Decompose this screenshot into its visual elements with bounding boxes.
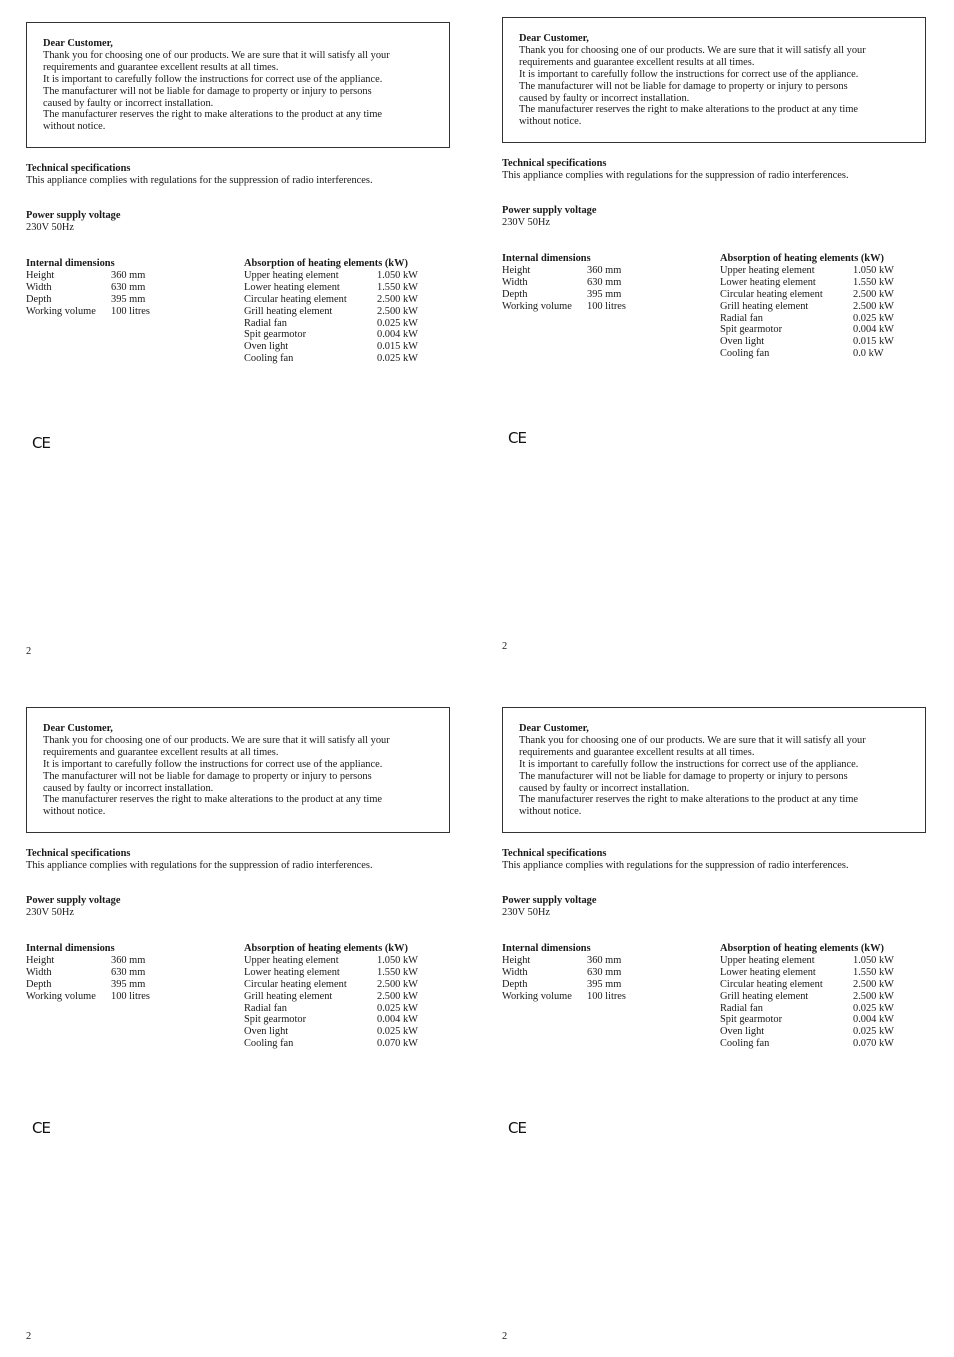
row-label: Lower heating element [244,281,340,293]
row-value: 1.550 kW [377,966,418,978]
absorption-row [244,318,418,330]
row-label: Height [502,264,531,276]
absorption-row [244,329,418,341]
row-value: 1.050 kW [853,954,894,966]
absorption-row [720,277,894,289]
row-value: 0.025 kW [377,1002,418,1014]
ce-mark: CE [508,1119,526,1137]
dimension-row [502,277,626,289]
dims-title: Internal dimensions [26,943,115,954]
row-label: Working volume [502,990,572,1002]
notice-title: Dear Customer, [519,33,589,44]
row-label: Cooling fan [720,348,770,360]
abs-table [244,270,418,365]
row-label: Grill heating element [720,990,809,1002]
row-label: Working volume [26,305,96,317]
dims-table [26,955,150,1003]
notice-title: Dear Customer, [43,38,113,49]
internal-dimensions [502,253,626,313]
row-label: Depth [26,293,52,305]
row-value: 395 mm [587,978,622,990]
spec-text: This appliance complies with regulations for the suppression of radio interferences. [502,169,849,181]
dimension-row [26,282,150,294]
row-value: 0.0 kW [853,348,884,360]
row-label: Circular heating element [720,978,823,990]
absorption-row [244,282,418,294]
notice-body: Thank you for choosing one of our products. We are sure that it will satisfy all your requirements and guarantee excellent results at all times. It is important to carefully follow the instructions for correct use of the appliance. The manufacturer will not be liable for damage to property or injury to persons caused by faulty or incorrect installation. The manufacturer reserves the right to make alterations to the product at any time without notice. [43,49,390,133]
dims-title: Internal dimensions [502,943,591,954]
absorption-row [720,1003,894,1015]
heating-absorption [720,253,894,360]
dims-title: Internal dimensions [502,253,591,264]
internal-dimensions [26,258,150,318]
page-number: 2 [502,641,508,652]
row-value: 0.025 kW [853,1026,894,1038]
row-label: Cooling fan [244,1038,294,1050]
row-value: 0.025 kW [377,353,418,365]
manual-page [26,707,456,1357]
row-value: 395 mm [111,978,146,990]
page-number: 2 [26,646,32,657]
row-value: 2.500 kW [377,990,418,1002]
power-value: 230V 50Hz [502,216,551,228]
row-label: Radial fan [244,1002,287,1014]
row-label: Grill heating element [244,305,333,317]
spec-text: This appliance complies with regulations for the suppression of radio interferences. [26,859,373,871]
notice-title: Dear Customer, [43,723,113,734]
row-value: 0.004 kW [377,329,418,341]
row-value: 0.025 kW [377,317,418,329]
abs-title: Absorption of heating elements (kW) [720,253,884,264]
technical-specifications [502,848,849,872]
absorption-row [720,967,894,979]
manual-page [26,22,456,672]
absorption-row [720,336,894,348]
power-title: Power supply voltage [26,210,121,221]
absorption-row [720,955,894,967]
row-label: Upper heating element [720,264,815,276]
row-value: 100 litres [587,990,626,1002]
row-label: Width [26,281,52,293]
row-label: Height [26,269,55,281]
power-supply [502,895,596,919]
dimension-row [26,967,150,979]
power-title: Power supply voltage [26,895,121,906]
row-label: Height [26,954,55,966]
customer-notice-box [502,707,926,833]
absorption-row [720,324,894,336]
row-value: 360 mm [587,264,622,276]
row-label: Oven light [244,1026,289,1038]
row-value: 0.004 kW [853,324,894,336]
manual-page [502,707,932,1357]
row-value: 100 litres [587,300,626,312]
row-label: Radial fan [244,317,287,329]
row-value: 0.025 kW [377,1026,418,1038]
row-value: 1.550 kW [853,276,894,288]
power-value: 230V 50Hz [26,906,75,918]
row-value: 2.500 kW [853,978,894,990]
power-supply [26,210,120,234]
manual-page [502,17,932,667]
power-value: 230V 50Hz [502,906,551,918]
row-value: 395 mm [587,288,622,300]
notice-body: Thank you for choosing one of our products. We are sure that it will satisfy all your requirements and guarantee excellent results at all times. It is important to carefully follow the instructions for correct use of the appliance. The manufacturer will not be liable for damage to property or injury to persons caused by faulty or incorrect installation. The manufacturer reserves the right to make alterations to the product at any time without notice. [519,44,866,128]
dimension-row [502,301,626,313]
notice-title: Dear Customer, [519,723,589,734]
row-label: Circular heating element [720,288,823,300]
technical-specifications [502,158,849,182]
absorption-row [720,301,894,313]
absorption-row [244,979,418,991]
row-value: 0.015 kW [853,336,894,348]
row-label: Oven light [720,336,765,348]
row-label: Circular heating element [244,293,347,305]
row-label: Grill heating element [720,300,809,312]
abs-table [244,955,418,1050]
row-value: 395 mm [111,293,146,305]
row-label: Spit gearmotor [720,324,783,336]
abs-title: Absorption of heating elements (kW) [244,943,408,954]
row-label: Radial fan [720,1002,763,1014]
row-label: Upper heating element [244,269,339,281]
power-supply [26,895,120,919]
spec-title: Technical specifications [502,158,607,169]
spec-title: Technical specifications [26,163,131,174]
heating-absorption [244,943,418,1050]
abs-title: Absorption of heating elements (kW) [720,943,884,954]
row-label: Lower heating element [244,966,340,978]
heating-absorption [244,258,418,365]
dimension-row [502,265,626,277]
dimension-row [502,289,626,301]
internal-dimensions [26,943,150,1003]
row-label: Depth [502,288,528,300]
ce-mark: CE [32,1119,50,1137]
row-value: 2.500 kW [377,293,418,305]
absorption-row [720,289,894,301]
power-value: 230V 50Hz [26,221,75,233]
row-label: Upper heating element [720,954,815,966]
row-label: Circular heating element [244,978,347,990]
dimension-row [26,955,150,967]
row-value: 630 mm [587,966,622,978]
absorption-row [244,991,418,1003]
ce-mark: CE [508,429,526,447]
power-title: Power supply voltage [502,205,597,216]
dimension-row [26,306,150,318]
row-value: 0.070 kW [377,1038,418,1050]
absorption-row [244,294,418,306]
customer-notice-box [26,707,450,833]
absorption-row [244,270,418,282]
row-label: Width [26,966,52,978]
row-label: Height [502,954,531,966]
dimension-row [502,967,626,979]
row-label: Grill heating element [244,990,333,1002]
technical-specifications [26,848,373,872]
absorption-row [244,1026,418,1038]
absorption-row [720,991,894,1003]
absorption-row [720,265,894,277]
absorption-row [244,341,418,353]
notice-body: Thank you for choosing one of our products. We are sure that it will satisfy all your requirements and guarantee excellent results at all times. It is important to carefully follow the instructions for correct use of the appliance. The manufacturer will not be liable for damage to property or injury to persons caused by faulty or incorrect installation. The manufacturer reserves the right to make alterations to the product at any time without notice. [43,734,390,818]
absorption-row [720,979,894,991]
internal-dimensions [502,943,626,1003]
technical-specifications [26,163,373,187]
row-value: 2.500 kW [377,978,418,990]
row-value: 1.050 kW [377,269,418,281]
dimension-row [502,979,626,991]
absorption-row [244,1014,418,1026]
row-label: Cooling fan [244,353,294,365]
row-value: 0.070 kW [853,1038,894,1050]
absorption-row [720,1026,894,1038]
row-label: Oven light [720,1026,765,1038]
dimension-row [26,979,150,991]
row-value: 0.015 kW [377,341,418,353]
row-value: 2.500 kW [853,288,894,300]
row-label: Spit gearmotor [244,329,307,341]
absorption-row [244,353,418,365]
row-value: 0.025 kW [853,312,894,324]
row-label: Radial fan [720,312,763,324]
row-value: 0.025 kW [853,1002,894,1014]
row-label: Working volume [26,990,96,1002]
abs-title: Absorption of heating elements (kW) [244,258,408,269]
dims-table [502,265,626,313]
dimension-row [26,270,150,282]
row-label: Oven light [244,341,289,353]
row-label: Lower heating element [720,276,816,288]
customer-notice-box [502,17,926,143]
notice-body: Thank you for choosing one of our products. We are sure that it will satisfy all your requirements and guarantee excellent results at all times. It is important to carefully follow the instructions for correct use of the appliance. The manufacturer will not be liable for damage to property or injury to persons caused by faulty or incorrect installation. The manufacturer reserves the right to make alterations to the product at any time without notice. [519,734,866,818]
row-value: 630 mm [111,281,146,293]
row-label: Working volume [502,300,572,312]
spec-title: Technical specifications [26,848,131,859]
dimension-row [26,294,150,306]
row-label: Upper heating element [244,954,339,966]
row-value: 2.500 kW [853,300,894,312]
abs-table [720,955,894,1050]
dims-table [502,955,626,1003]
row-value: 0.004 kW [853,1014,894,1026]
dims-table [26,270,150,318]
row-value: 630 mm [587,276,622,288]
dimension-row [26,991,150,1003]
row-value: 0.004 kW [377,1014,418,1026]
ce-mark: CE [32,434,50,452]
absorption-row [720,1038,894,1050]
page-number: 2 [502,1331,508,1342]
row-label: Depth [26,978,52,990]
spec-text: This appliance complies with regulations for the suppression of radio interferences. [502,859,849,871]
row-label: Cooling fan [720,1038,770,1050]
row-value: 100 litres [111,990,150,1002]
heating-absorption [720,943,894,1050]
absorption-row [720,313,894,325]
row-value: 1.050 kW [853,264,894,276]
row-value: 1.550 kW [377,281,418,293]
row-value: 1.050 kW [377,954,418,966]
row-value: 2.500 kW [853,990,894,1002]
row-value: 360 mm [111,954,146,966]
abs-table [720,265,894,360]
row-label: Width [502,276,528,288]
spec-title: Technical specifications [502,848,607,859]
absorption-row [244,955,418,967]
dimension-row [502,991,626,1003]
row-label: Lower heating element [720,966,816,978]
absorption-row [244,306,418,318]
row-label: Spit gearmotor [244,1014,307,1026]
absorption-row [244,967,418,979]
dims-title: Internal dimensions [26,258,115,269]
power-title: Power supply voltage [502,895,597,906]
row-value: 100 litres [111,305,150,317]
row-value: 360 mm [111,269,146,281]
power-supply [502,205,596,229]
spec-text: This appliance complies with regulations for the suppression of radio interferences. [26,174,373,186]
dimension-row [502,955,626,967]
row-value: 2.500 kW [377,305,418,317]
row-label: Width [502,966,528,978]
absorption-row [244,1038,418,1050]
page-number: 2 [26,1331,32,1342]
row-label: Depth [502,978,528,990]
row-label: Spit gearmotor [720,1014,783,1026]
row-value: 630 mm [111,966,146,978]
absorption-row [720,1014,894,1026]
absorption-row [720,348,894,360]
absorption-row [244,1003,418,1015]
row-value: 360 mm [587,954,622,966]
row-value: 1.550 kW [853,966,894,978]
customer-notice-box [26,22,450,148]
